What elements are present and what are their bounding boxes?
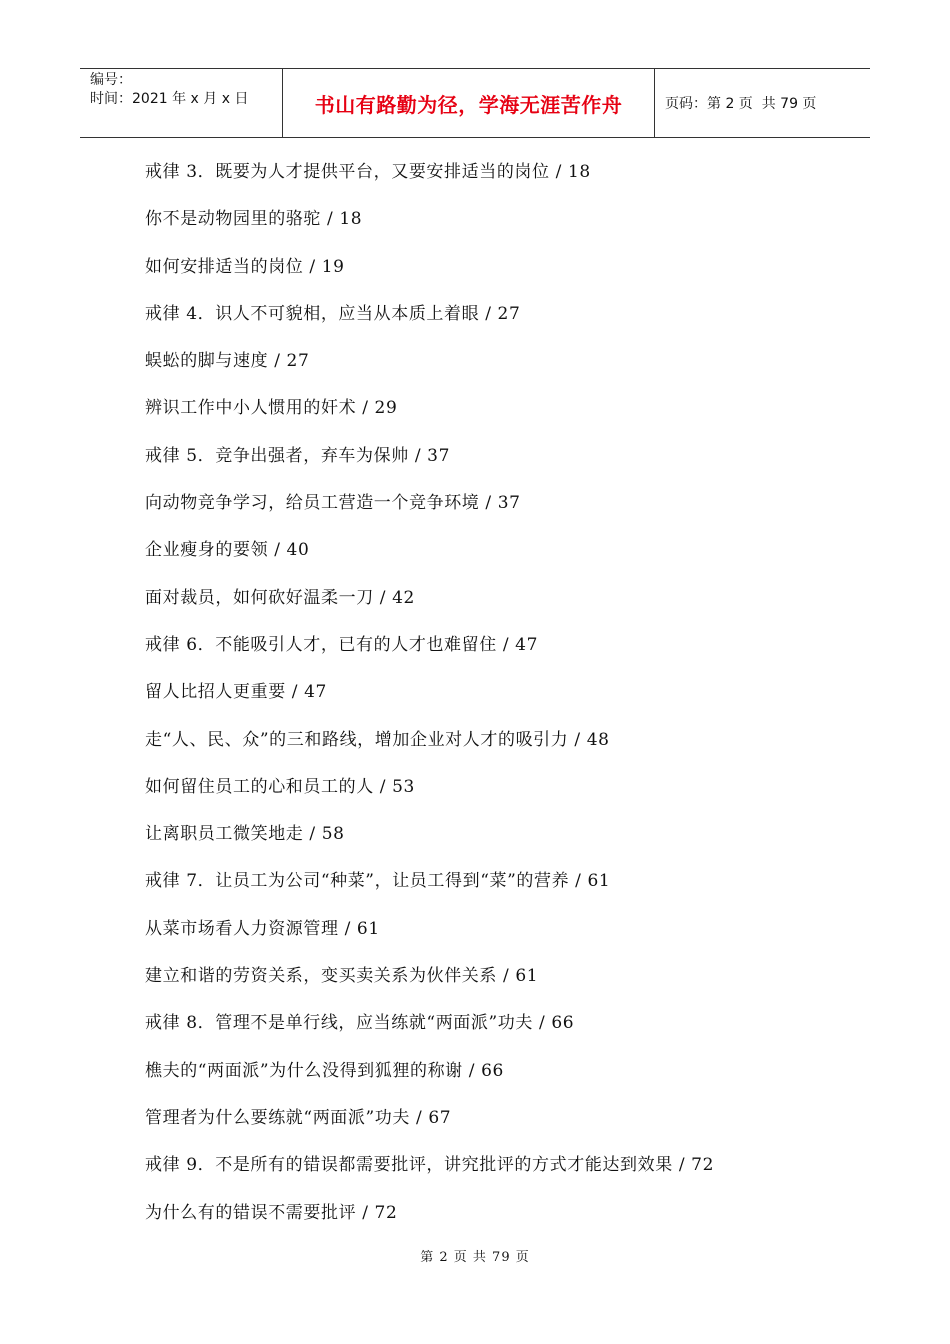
toc-item: 让离职员工微笑地走 / 58: [145, 824, 345, 845]
toc-item: 走“人、民、众”的三和路线，增加企业对人才的吸引力 / 48: [145, 729, 610, 750]
toc-item: 建立和谐的劳资关系，变买卖关系为伙伴关系 / 61: [145, 966, 539, 987]
motto: 书山有路勤为径，学海无涯苦作舟: [314, 92, 623, 117]
toc-item: 辨识工作中小人惯用的奸术 / 29: [145, 398, 398, 419]
table-of-contents: [145, 156, 714, 1244]
toc-item: 如何留住员工的心和员工的人 / 53: [145, 776, 415, 797]
toc-item: 留人比招人更重要 / 47: [145, 682, 327, 703]
toc-item: 戒律 4．识人不可貌相，应当从本质上着眼 / 27: [145, 303, 521, 324]
toc-item: 戒律 8．管理不是单行线，应当练就“两面派”功夫 / 66: [145, 1013, 575, 1034]
toc-item: 戒律 5．竞争出强者，弃车为保帅 / 37: [145, 445, 450, 466]
date-label: 时间：2021 年 x 月 x 日: [90, 91, 249, 107]
toc-item: 管理者为什么要练就“两面派”功夫 / 67: [145, 1107, 452, 1128]
toc-item: 戒律 3．既要为人才提供平台，又要安排适当的岗位 / 18: [145, 162, 591, 182]
toc-item: 从菜市场看人力资源管理 / 61: [145, 918, 380, 939]
toc-item: 戒律 9．不是所有的错误都需要批评，讲究批评的方式才能达到效果 / 72: [145, 1155, 714, 1176]
toc-item: 为什么有的错误不需要批评 / 72: [145, 1202, 398, 1223]
page-header: [80, 68, 870, 138]
toc-item: 戒律 6．不能吸引人才，已有的人才也难留住 / 47: [145, 634, 538, 655]
page-label: 页码：第 2 页 共 79 页: [665, 96, 817, 112]
toc-item: 蜈蚣的脚与速度 / 27: [145, 351, 310, 372]
toc-item: 戒律 7．让员工为公司“种菜”，让员工得到“菜”的营养 / 61: [145, 871, 611, 892]
page-footer: 第 2 页 共 79 页: [420, 1250, 530, 1265]
toc-item: 你不是动物园里的骆驼 / 18: [145, 209, 363, 230]
header-info: [80, 69, 282, 137]
toc-item: 向动物竞争学习，给员工营造一个竞争环境 / 37: [145, 493, 521, 514]
toc-item: 樵夫的“两面派”为什么没得到狐狸的称谢 / 66: [145, 1060, 504, 1081]
toc-item: 如何安排适当的岗位 / 19: [145, 256, 345, 277]
toc-item: 面对裁员，如何砍好温柔一刀 / 42: [145, 587, 415, 608]
toc-item: 企业瘦身的要领 / 40: [145, 540, 310, 561]
serial-label: 编号：: [90, 72, 132, 88]
header-page-cell: [655, 69, 870, 137]
header-motto-cell: [282, 69, 655, 137]
